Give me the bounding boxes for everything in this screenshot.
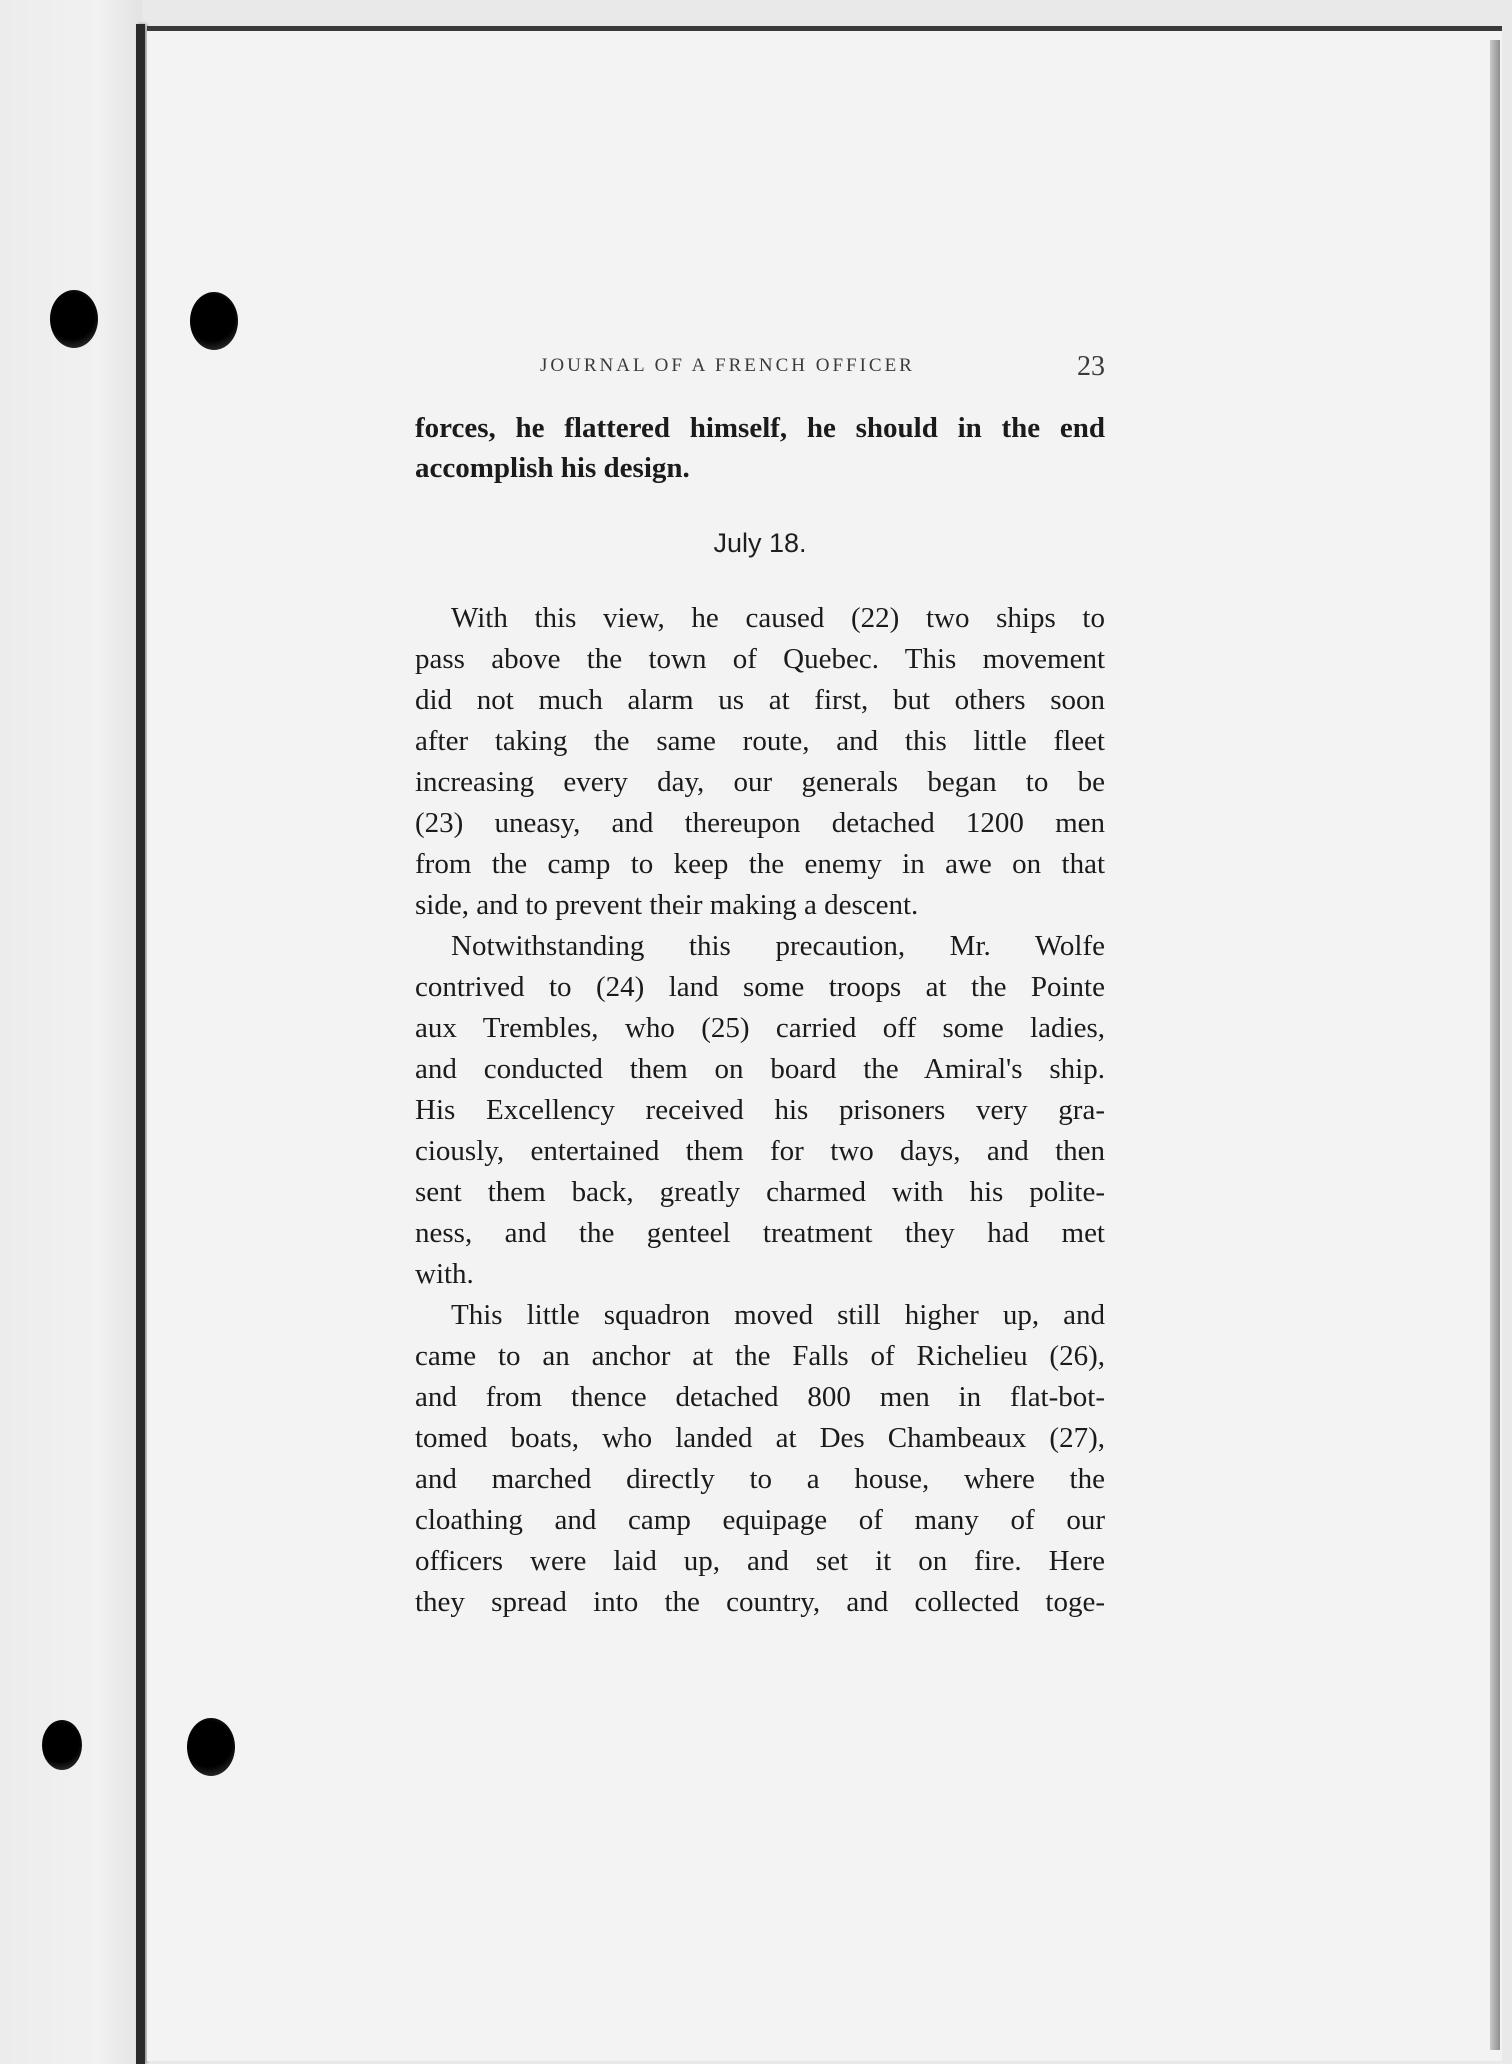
text-line: This little squadron moved still higher up, and: [451, 1299, 1105, 1331]
punch-hole-left-bottom: [42, 1720, 82, 1770]
text-line: pass above the town of Quebec. This movement: [415, 643, 1105, 675]
text-line: His Excellency received his prisoners very gra-: [415, 1094, 1105, 1126]
text-line: and marched directly to a house, where the: [415, 1463, 1105, 1495]
text-line: With this view, he caused (22) two ships to: [451, 602, 1105, 634]
page-right-edge: [1490, 40, 1500, 2050]
text-line: accomplish his design.: [415, 452, 690, 484]
text-line: contrived to (24) land some troops at the Pointe: [415, 971, 1105, 1003]
text-line: came to an anchor at the Falls of Richelieu (26),: [415, 1340, 1105, 1372]
punch-hole-bottom: [187, 1718, 235, 1776]
text-line: did not much alarm us at first, but others soon: [415, 684, 1105, 716]
text-line: increasing every day, our generals began to be: [415, 766, 1105, 798]
text-line: Notwithstanding this precaution, Mr. Wolfe: [451, 930, 1105, 962]
text-line: and from thence detached 800 men in flat-bot-: [415, 1381, 1105, 1413]
page-number: 23: [1077, 351, 1105, 382]
text-line: side, and to prevent their making a descent.: [415, 889, 919, 921]
running-head: [415, 351, 1105, 385]
punch-hole-left-top: [50, 290, 98, 348]
page-binding-edge: [136, 24, 145, 2064]
text-line: after taking the same route, and this little fleet: [415, 725, 1105, 757]
text-line: ciously, entertained them for two days, and then: [415, 1135, 1105, 1167]
text-line: they spread into the country, and collected toge-: [415, 1586, 1105, 1618]
text-line: with.: [415, 1258, 474, 1290]
text-line: ness, and the genteel treatment they had met: [415, 1217, 1105, 1249]
text-line: cloathing and camp equipage of many of our: [415, 1504, 1105, 1536]
text-line: forces, he flattered himself, he should in the end: [415, 412, 1105, 444]
running-head-title: JOURNAL OF A FRENCH OFFICER: [540, 355, 915, 376]
text-line: from the camp to keep the enemy in awe on that: [415, 848, 1105, 880]
text-line: (23) uneasy, and thereupon detached 1200 men: [415, 807, 1105, 839]
text-line: officers were laid up, and set it on fire. Here: [415, 1545, 1105, 1577]
section-heading: July 18.: [713, 528, 807, 558]
text-line: sent them back, greatly charmed with his polite-: [415, 1176, 1105, 1208]
text-line: tomed boats, who landed at Des Chambeaux (27),: [415, 1422, 1105, 1454]
text-line: and conducted them on board the Amiral's ship.: [415, 1053, 1105, 1085]
punch-hole-top: [190, 292, 238, 350]
text-line: aux Trembles, who (25) carried off some ladies,: [415, 1012, 1105, 1044]
